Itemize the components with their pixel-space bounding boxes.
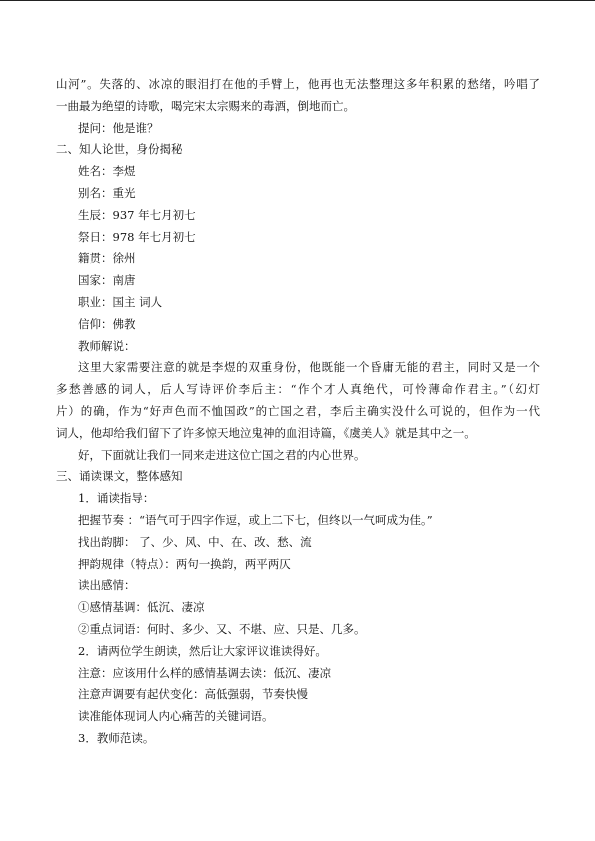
page-top-rule	[0, 0, 595, 1]
text-line: ②重点词语：何时、多少、又、不堪、应、只是、几多。	[78, 621, 366, 636]
text-line: 1．诵读指导：	[78, 491, 155, 506]
text-line: 找出韵脚： 了、少、风、中、在、改、愁、流	[78, 534, 312, 549]
text-line: 3．教师范读。	[78, 730, 155, 745]
text-line: 籍贯：徐州	[78, 251, 136, 266]
text-line: 注意声调要有起伏变化：高低强弱，节奏快慢	[78, 687, 308, 702]
text-line: 读出感情：	[78, 578, 136, 593]
text-line: 别名：重光	[78, 185, 136, 200]
text-line: 读准能体现词人内心痛苦的关键词语。	[78, 709, 274, 724]
document-body	[56, 74, 540, 750]
text-line: 国家：南唐	[78, 273, 136, 288]
text-line: 词人，他却给我们留下了许多惊天地泣鬼神的血泪诗篇，《虞美人》就是其中之一。	[56, 425, 476, 440]
text-line: 山河”。失落的、冰凉的眼泪打在他的手臂上，他再也无法整理这多年积累的愁绪，吟唱了	[56, 77, 540, 91]
text-line: 三、诵读课文，整体感知	[56, 469, 183, 484]
text-line: 一曲最为绝望的诗歌，喝完宋太宗赐来的毒酒，倒地而亡。	[56, 98, 355, 113]
text-line: 祭日：978 年七月初七	[78, 229, 196, 244]
text-line: 2．请两位学生朗读，然后让大家评议谁读得好。	[78, 643, 327, 658]
text-line: 生辰：937 年七月初七	[78, 207, 196, 222]
text-line: 把握节奏 ：“语气可于四字作逗，或上二下七，但终以一气呵成为佳。”	[78, 512, 433, 527]
text-line: 片）的确，作为“好声色而不恤国政”的亡国之君，李后主确实没什么可说的，但作为一代	[56, 403, 540, 418]
text-line: ①感情基调：低沉、凄凉	[78, 600, 205, 615]
text-line: 二、知人论世，身份揭秘	[56, 142, 183, 157]
text-line: 职业：国主 词人	[78, 294, 163, 309]
text-line: 姓名：李煜	[78, 164, 136, 179]
text-line: 好，下面就让我们一同来走进这位亡国之君的内心世界。	[78, 447, 366, 462]
text-line: 押韵规律（特点）：两句一换韵，两平两仄	[78, 556, 291, 571]
text-line: 信仰：佛教	[78, 316, 136, 331]
text-line: 这里大家需要注意的就是李煜的双重身份，他既能一个昏庸无能的君主，同时又是一个	[78, 360, 540, 375]
text-line: 多愁善感的词人，后人写诗评价李后主：“作个才人真绝代，可怜薄命作君主。”（幻灯	[56, 382, 540, 397]
text-line: 教师解说：	[78, 338, 136, 353]
text-line: 注意：应该用什么样的感情基调去读：低沉、凄凉	[78, 665, 331, 680]
text-line: 提问：他是谁？	[78, 120, 159, 135]
